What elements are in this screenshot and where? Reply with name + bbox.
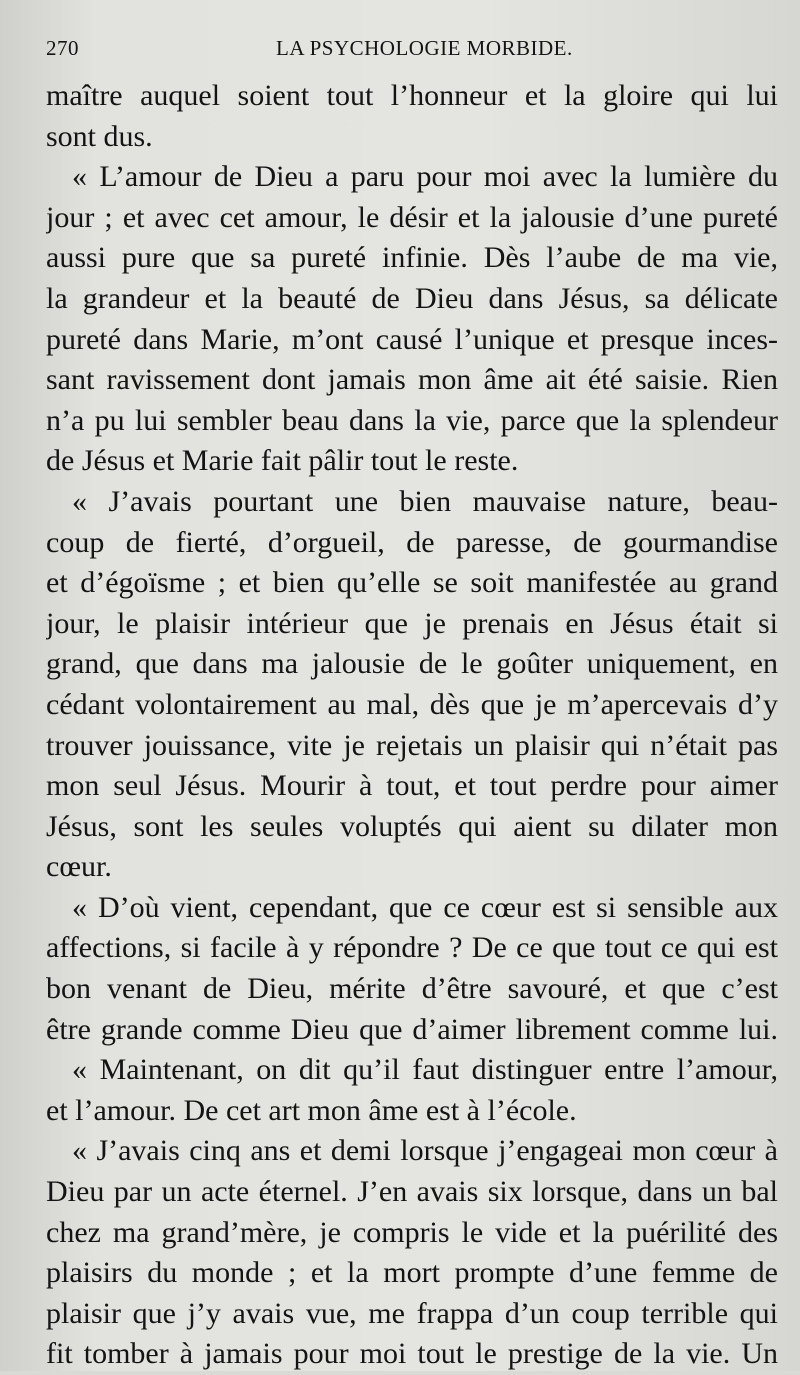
text-line: fit tomber à jamais pour moi tout le prestige de la vie. Un bbox=[46, 1337, 778, 1371]
running-title: LA PSYCHOLOGIE MORBIDE. bbox=[276, 36, 573, 60]
text-line: et d’égoïsme ; et bien qu’elle se soit manifestée au grand bbox=[46, 566, 778, 600]
running-head bbox=[46, 36, 778, 76]
text-line: cédant volontairement au mal, dès que je m’apercevais d’y bbox=[46, 687, 778, 721]
text-line: « J’avais pourtant une bien mauvaise nature, beau- bbox=[72, 484, 778, 518]
text-line: plaisir que j’y avais vue, me frappa d’un coup terrible qui bbox=[46, 1296, 778, 1330]
text-line: jour ; et avec cet amour, le désir et la jalousie d’une pureté bbox=[46, 200, 778, 234]
text-line: mon seul Jésus. Mourir à tout, et tout perdre pour aimer bbox=[46, 769, 778, 803]
text-line: trouver jouissance, vite je rejetais un plaisir qui n’était pas bbox=[46, 728, 778, 762]
text-line: Dieu par un acte éternel. J’en avais six lorsque, dans un bal bbox=[46, 1175, 778, 1209]
text-line: maître auquel soient tout l’honneur et la gloire qui lui bbox=[46, 79, 778, 112]
text-line: cœur. bbox=[46, 850, 112, 884]
text-line: plaisirs du monde ; et la mort prompte d’une femme de bbox=[46, 1256, 778, 1290]
text-line: chez ma grand’mère, je compris le vide et la puérilité des bbox=[46, 1215, 778, 1249]
text-line: pureté dans Marie, m’ont causé l’unique et presque inces- bbox=[46, 322, 778, 356]
page-number: 270 bbox=[46, 36, 79, 60]
text-line: et l’amour. De cet art mon âme est à l’école. bbox=[46, 1093, 577, 1127]
text-line: bon venant de Dieu, mérite d’être savouré, et que c’est bbox=[46, 972, 778, 1006]
text-line: sont dus. bbox=[46, 119, 153, 153]
text-line: « Maintenant, on dit qu’il faut distinguer entre l’amour, bbox=[72, 1053, 778, 1087]
text-line: « L’amour de Dieu a paru pour moi avec la lumière du bbox=[72, 160, 778, 194]
text-line: grand, que dans ma jalousie de le goûter uniquement, en bbox=[46, 647, 778, 681]
text-line: aussi pure que sa pureté infinie. Dès l’aube de ma vie, bbox=[46, 241, 778, 275]
text-line: sant ravissement dont jamais mon âme ait été saisie. Rien bbox=[46, 363, 778, 397]
text-line: affections, si facile à y répondre ? De ce que tout ce qui est bbox=[46, 931, 778, 965]
body-text bbox=[46, 76, 778, 1375]
text-line: de Jésus et Marie fait pâlir tout le reste. bbox=[46, 444, 519, 478]
text-line: être grande comme Dieu que d’aimer librement comme lui. bbox=[46, 1012, 778, 1046]
text-line: jour, le plaisir intérieur que je prenais en Jésus était si bbox=[46, 606, 778, 640]
text-line: « D’où vient, cependant, que ce cœur est si sensible aux bbox=[72, 890, 778, 924]
text-line: coup de fierté, d’orgueil, de paresse, de gourmandise bbox=[46, 525, 778, 559]
text-line: « J’avais cinq ans et demi lorsque j’engageai mon cœur à bbox=[72, 1134, 778, 1168]
text-line: Jésus, sont les seules voluptés qui aient su dilater mon bbox=[46, 809, 778, 843]
text-line: la grandeur et la beauté de Dieu dans Jésus, sa délicate bbox=[46, 281, 778, 315]
text-line: n’a pu lui sembler beau dans la vie, parce que la splendeur bbox=[46, 403, 778, 437]
